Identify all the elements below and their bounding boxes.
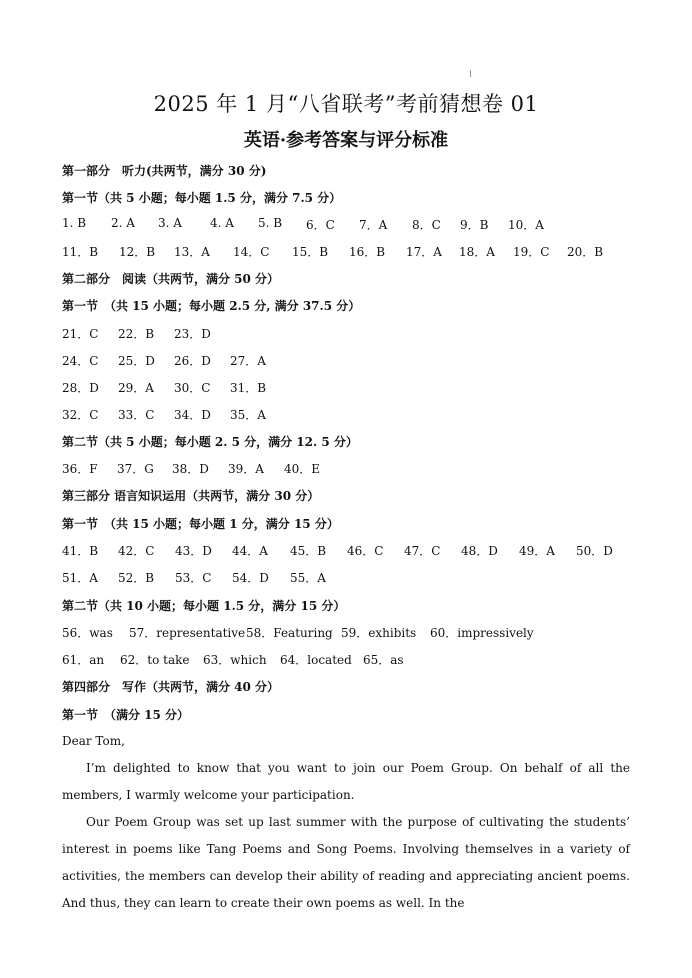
answer-item: 7．A bbox=[359, 218, 388, 232]
part2-section2-heading: 第二节（共 5 小题；每小题 2. 5 分，满分 12. 5 分） bbox=[62, 435, 358, 449]
part4-heading: 第四部分 写作（共两节，满分 40 分） bbox=[62, 680, 280, 694]
answer-item: 65．as bbox=[363, 653, 404, 667]
answer-item: 54．D bbox=[232, 571, 269, 585]
answer-item: 3. A bbox=[158, 216, 182, 230]
answer-item: 11．B bbox=[62, 245, 99, 259]
answer-item: 47．C bbox=[404, 544, 441, 558]
answer-item: 39．A bbox=[228, 462, 264, 476]
answer-item: 13．A bbox=[174, 245, 210, 259]
answer-item: 24．C bbox=[62, 354, 99, 368]
answer-item: 52．B bbox=[118, 571, 155, 585]
answer-item: 22．B bbox=[118, 327, 155, 341]
answer-item: 42．C bbox=[118, 544, 155, 558]
answer-item: 61．an bbox=[62, 653, 105, 667]
answer-item: 48．D bbox=[461, 544, 498, 558]
answer-item: 34．D bbox=[174, 408, 211, 422]
part3-heading: 第三部分 语言知识运用（共两节，满分 30 分） bbox=[62, 489, 320, 503]
answer-item: 59．exhibits bbox=[341, 626, 417, 640]
answer-item: 26．D bbox=[174, 354, 211, 368]
answer-item: 35．A bbox=[230, 408, 266, 422]
answer-item: 28．D bbox=[62, 381, 99, 395]
answer-item: 14．C bbox=[233, 245, 270, 259]
answer-item: 53．C bbox=[175, 571, 212, 585]
answer-item: 10．A bbox=[508, 218, 544, 232]
answer-item: 37．G bbox=[117, 462, 154, 476]
answer-item: 21．C bbox=[62, 327, 99, 341]
answer-item: 45．B bbox=[290, 544, 327, 558]
answer-item: 41．B bbox=[62, 544, 99, 558]
answer-item: 6．C bbox=[306, 218, 335, 232]
answer-item: 5. B bbox=[258, 216, 283, 230]
answer-item: 23．D bbox=[174, 327, 211, 341]
answer-item: 18．A bbox=[459, 245, 495, 259]
answer-item: 30．C bbox=[174, 381, 211, 395]
document-subtitle: 英语·参考答案与评分标准 bbox=[243, 130, 449, 151]
answer-item: 15．B bbox=[292, 245, 329, 259]
answer-item: 56．was bbox=[62, 626, 113, 640]
answer-item: 33．C bbox=[118, 408, 155, 422]
answer-item: 63．which bbox=[203, 653, 267, 667]
part2-heading: 第二部分 阅读（共两节，满分 50 分） bbox=[62, 272, 280, 286]
answer-item: 50．D bbox=[576, 544, 613, 558]
part4-section1-heading: 第一节 （满分 15 分） bbox=[62, 708, 190, 722]
answer-item: 25．D bbox=[118, 354, 155, 368]
answer-item: 51．A bbox=[62, 571, 98, 585]
answer-item: 17．A bbox=[406, 245, 442, 259]
scan-mark bbox=[470, 70, 471, 77]
answer-item: 12．B bbox=[119, 245, 156, 259]
answer-item: 43．D bbox=[175, 544, 212, 558]
answer-item: 58．Featuring bbox=[246, 626, 333, 640]
answer-item: 62．to take bbox=[120, 653, 190, 667]
letter-paragraph-2: Our Poem Group was set up last summer with the purpose of cultivating the students’ interest in poems like Tang Poems and Song Poems. Involving themselves in a variety of activities, the members can develop their ability of reading and appreciating ancient poems. And thus, they can learn to create their own poems as well. In the bbox=[62, 815, 630, 910]
answer-item: 38．D bbox=[172, 462, 209, 476]
letter-salutation: Dear Tom, bbox=[62, 734, 125, 748]
answer-item: 20．B bbox=[567, 245, 604, 259]
answer-item: 1. B bbox=[62, 216, 87, 230]
answer-item: 31．B bbox=[230, 381, 267, 395]
answer-item: 57．representative bbox=[129, 626, 246, 640]
answer-item: 64．located bbox=[280, 653, 352, 667]
answer-item: 60．impressively bbox=[430, 626, 534, 640]
answer-item: 55．A bbox=[290, 571, 326, 585]
answer-item: 4. A bbox=[210, 216, 234, 230]
answer-item: 36．F bbox=[62, 462, 98, 476]
answer-item: 44．A bbox=[232, 544, 268, 558]
answer-item: 27．A bbox=[230, 354, 266, 368]
answer-item: 32．C bbox=[62, 408, 99, 422]
document-title: 2025 年 1 月“八省联考”考前猜想卷 01 bbox=[153, 92, 539, 116]
part3-section1-heading: 第一节 （共 15 小题；每小题 1 分，满分 15 分） bbox=[62, 517, 339, 531]
answer-item: 16．B bbox=[349, 245, 386, 259]
answer-item: 9．B bbox=[460, 218, 489, 232]
answer-item: 49．A bbox=[519, 544, 555, 558]
part3-section2-heading: 第二节（共 10 小题；每小题 1.5 分，满分 15 分） bbox=[62, 599, 346, 613]
answer-item: 46．C bbox=[347, 544, 384, 558]
part1-heading: 第一部分 听力(共两节，满分 30 分) bbox=[62, 164, 267, 178]
part1-section1-heading: 第一节（共 5 小题；每小题 1.5 分，满分 7.5 分） bbox=[62, 191, 342, 205]
answer-item: 19．C bbox=[513, 245, 550, 259]
answer-item: 2. A bbox=[111, 216, 135, 230]
part2-section1-heading: 第一节 （共 15 小题；每小题 2.5 分, 满分 37.5 分） bbox=[62, 299, 361, 313]
answer-item: 40．E bbox=[284, 462, 321, 476]
answer-item: 8．C bbox=[412, 218, 441, 232]
answer-item: 29．A bbox=[118, 381, 154, 395]
letter-paragraph-1: I’m delighted to know that you want to join our Poem Group. On behalf of all the members, I warmly welcome your participation. bbox=[62, 761, 630, 802]
